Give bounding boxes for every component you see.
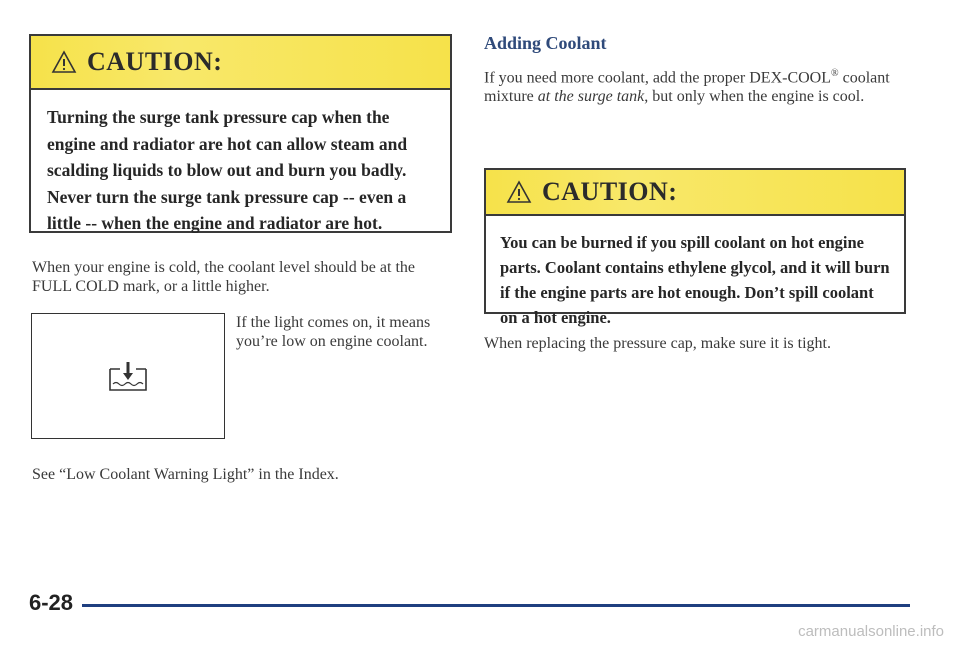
caution-box-surge-tank <box>29 34 452 233</box>
caution-header <box>486 170 904 216</box>
caution-title: CAUTION: <box>542 177 678 206</box>
section-heading-adding-coolant: Adding Coolant <box>484 33 607 53</box>
caution-header <box>31 36 450 90</box>
see-index-reference: See “Low Coolant Warning Light” in the Index. <box>32 466 339 483</box>
coolant-level-paragraph: When your engine is cold, the coolant level should be at the FULL COLD mark, or a little higher. <box>32 259 415 295</box>
caution-text: Turning the surge tank pressure cap when the engine and radiator are hot can allow steam and scalding liquids to blow out and burn you badly. Never turn the surge tank pressure cap -- even a little -- when the engine and radiator are hot. <box>47 107 408 233</box>
pressure-cap-paragraph: When replacing the pressure cap, make sure it is tight. <box>484 335 831 352</box>
adding-coolant-paragraph: If you need more coolant, add the proper DEX-COOL® coolant mixture at the surge tank, but only when the engine is cool. <box>484 68 890 106</box>
warning-light-panel <box>31 313 225 439</box>
coolant-level-warning-icon <box>106 359 150 393</box>
warning-triangle-icon <box>506 180 532 204</box>
light-explanation: If the light comes on, it means you’re low on engine coolant. <box>236 314 431 350</box>
caution-title: CAUTION: <box>87 47 223 76</box>
page-number: 6-28 <box>29 590 74 615</box>
footer-rule <box>82 604 910 607</box>
caution-text: You can be burned if you spill coolant on hot engine parts. Coolant contains ethylene glycol, and it will burn if the engine parts are hot enough. Don’t spill coolant on a hot engine. <box>500 233 890 327</box>
caution-box-coolant-burn <box>484 168 906 327</box>
warning-triangle-icon <box>51 50 77 74</box>
watermark[interactable]: carmanualsonline.info <box>798 623 944 640</box>
